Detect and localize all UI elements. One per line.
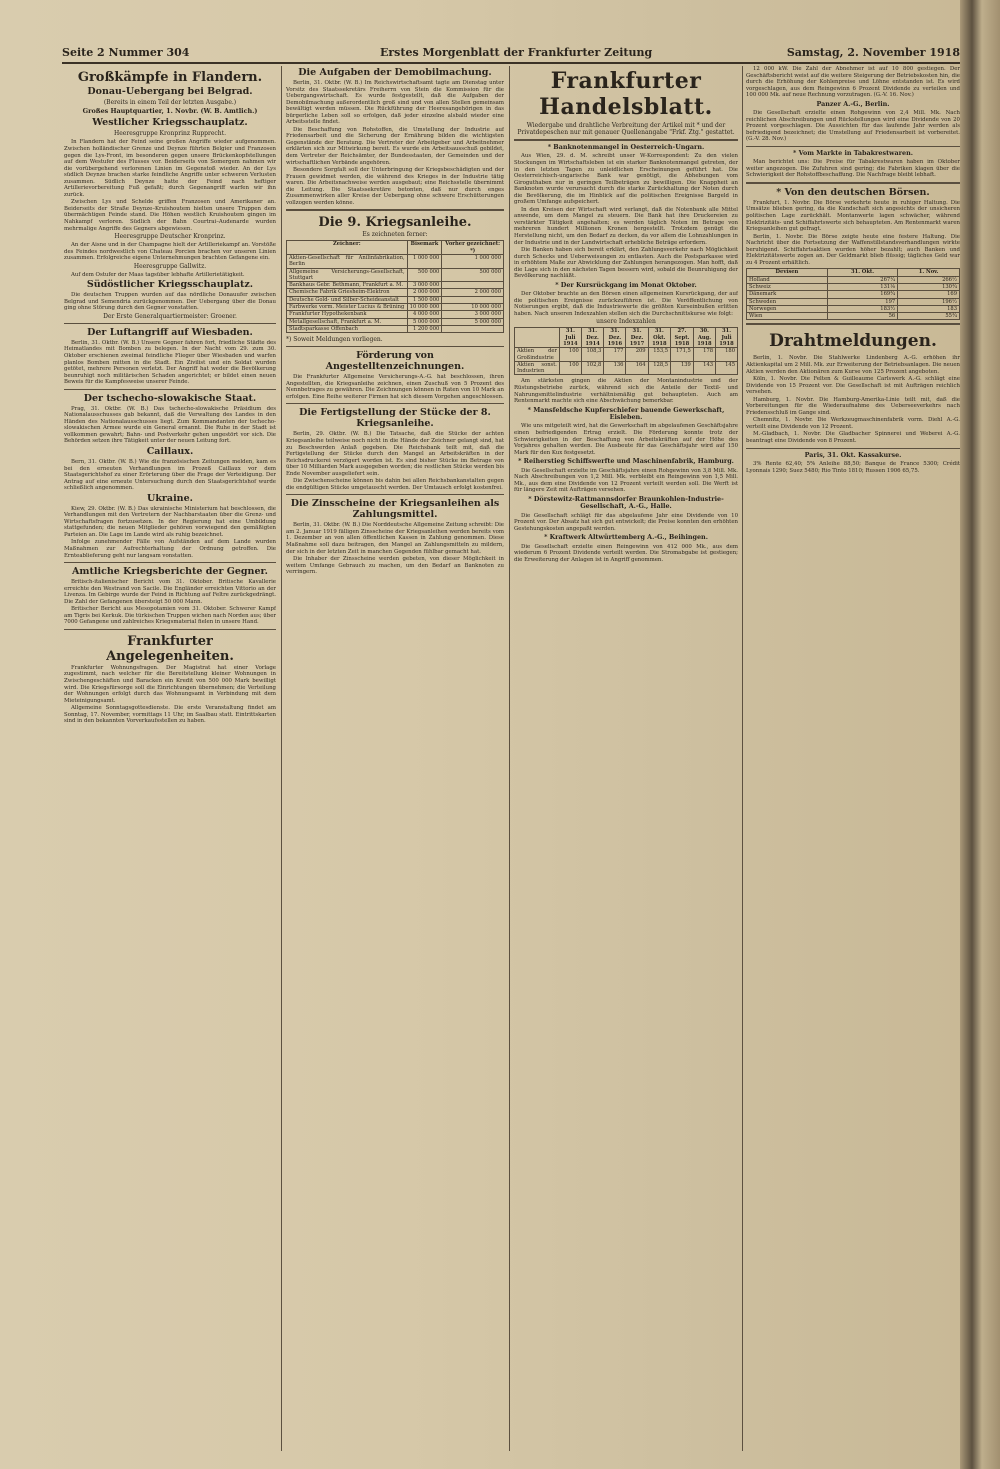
paragraph: Bern, 31. Oktbr. (W. B.) Wie die französischen Zeitungen melden, kam es bei den erneuten Verhandlungen im Prozeß Caillaux vor dem Staatsgerichtshof zu einer Erörterung über die Frage der Verteidigung. Der Antrag auf eine erneute Untersuchung durch den Staatsgerichtshof wurde schließlich angenommen. — [64, 459, 276, 492]
paragraph: Die Gesellschaft erzielte einen Reingewinn von 412 000 Mk., aus dem wiederum 6 Prozent Dividende verteilt werden. Die Stromabgabe ist gestiegen; die Erweiterung der Anlagen ist in Angriff genommen. — [514, 543, 738, 563]
table-cell: 500 000 — [407, 268, 442, 282]
index-table-title: unsere Indexzahlen — [596, 318, 656, 326]
paragraph: Berlin, 1. Novbr. Die Stahlwerke Lindenberg A.-G. erhöhen ihr Aktienkapital um 2 Mill. Mk. zur Erweiterung der Betriebsanlagen. Die neuen Aktien werden den Aktionären zum Kurse von 125 Prozent angeboten. — [746, 355, 960, 375]
headline-banknoten: * Banknotenmangel in Oesterreich-Ungarn. — [547, 143, 705, 151]
table-cell: 169 — [898, 291, 960, 298]
table-cell: 136 — [604, 361, 626, 375]
table-cell: 2 000 000 — [442, 289, 504, 296]
section-rule — [64, 562, 276, 563]
paragraph: Prag, 31. Oktbr. (W. B.) Das tschecho-slowakische Präsidium des Nationalausschusses gab bekannt, daß die Verwaltung des Landes in den Händen des Nationalausschusses liegt. Zum Kommandanten der tschecho-slowakischen Armee wurde ein General ernannt. Die Ruhe in der Stadt ist vollkommen gewahrt; Bahn- und Postverkehr gehen ungestört vor sich. Die Behörden setzen ihre Tätigkeit unter der neuen Leitung fort. — [64, 405, 276, 445]
table-header: 31. Juli 1918 — [716, 328, 738, 348]
table-cell: Wien — [747, 313, 828, 320]
note-wiederholt: (Bereits in einem Teil der letzten Ausgabe.) — [103, 99, 237, 106]
paragraph: Die Zwischenscheine können bis dahin bei allen Reichsbankanstalten gegen die endgültigen Stücke umgetauscht werden. Der Umtausch erfolgt kostenfrei. — [286, 478, 504, 491]
column-divider — [281, 66, 282, 1451]
table-cell: 153,5 — [648, 348, 670, 362]
paragraph: In den Kreisen der Wirtschaft wird verlangt, daß die Notenbank alle Mittel anwende, um dem Mangel zu steuern. Die Bank hat ihre Druckereien zu verstärkter Tätigkeit angehalten; es werden täglich Noten im Betrage von mehreren hundert Millionen Kronen hergestellt. Trotzdem genügt die Herstellung nicht, um den Bedarf zu decken, da vor allem die Lohnzahlungen in der Industrie und in der Landwirtschaft erhebliche Beträge erfordern. — [514, 206, 738, 246]
table-cell: 178 — [693, 348, 715, 362]
headline-demobil: Die Aufgaben der Demobilmachung. — [298, 67, 492, 78]
table-cell: 196½ — [898, 298, 960, 305]
table-row — [287, 282, 504, 289]
table-cell: 197 — [827, 298, 897, 305]
dateline-hq: Großes Hauptquartier, 1. Novbr. (W. B. Amtlich.) — [82, 107, 258, 115]
section-title-handelsblatt: Frankfurter Handelsblatt. — [539, 68, 713, 120]
paragraph: Die Gesellschaft erzielte einen Rohgewinn von 2,4 Mill. Mk. Nach reichlichen Abschreibungen und Rückstellungen wird eine Dividende von 20 Prozent vorgeschlagen. Die Aussichten für das laufende Jahr werden als befriedigend bezeichnet; die Umstellung auf Friedensarbeit ist vorbereitet. (G.-V. 28. Nov.) — [746, 110, 960, 143]
headline-zinsscheine: Die Zinsscheine der Kriegsanleihen als Zahlungsmittel. — [290, 498, 500, 521]
table-cell: 130¾ — [898, 283, 960, 290]
section-rule — [746, 146, 960, 147]
table-cell: Allgemeine Versicherungs-Gesellschaft, Stuttgart — [287, 268, 408, 282]
table-cell: 100 — [559, 361, 581, 375]
table-cell: 1 000 000 — [407, 254, 442, 268]
subscription-table — [286, 240, 504, 333]
headline-tschecho: Der tschecho-slowakische Staat. — [83, 392, 257, 404]
table-cell: Chemische Fabrik Griesheim-Elektron — [287, 289, 408, 296]
table-cell: Schweiz — [747, 283, 828, 290]
table-cell: 209 — [626, 348, 648, 362]
table-row — [287, 318, 504, 325]
headline-paris: Paris, 31. Okt. Kassakurse. — [804, 450, 902, 459]
note-nachdruck: Wiedergabe und drahtliche Verbreitung der Artikel mit * und der Privatdepeschen nur mit genauer Quellenangabe "Frkf. Ztg." gestattet. — [517, 122, 735, 136]
table-cell: 145 — [716, 361, 738, 375]
table-row — [515, 361, 738, 375]
headline-donau: Donau-Uebergang bei Belgrad. — [87, 86, 253, 97]
paragraph: 12 000 kW. Die Zahl der Abnehmer ist auf 10 800 gestiegen. Der Geschäftsbericht weist auf die weitere Steigerung der Betriebskosten hin, die durch die Erhöhung der Kohlenpreise und Löhne entstanden ist. Es wird vorgeschlagen, aus dem Reingewinn 6 Prozent Dividende zu verteilen und 100 000 Mk. auf neue Rechnung vorzutragen. (G.-V. 16. Nov.) — [746, 66, 960, 99]
paragraph: Chemnitz, 1. Novbr. Die Werkzeugmaschinenfabrik vorm. Diehl A.-G. verteilt eine Dividende von 12 Prozent. — [746, 417, 960, 430]
devisen-table — [746, 268, 960, 320]
table-cell: Deutsche Gold- und Silber-Scheideanstalt — [287, 296, 408, 303]
paragraph: Frankfurt, 1. Novbr. Die Börse verkehrte heute in ruhiger Haltung. Die Umsätze blieben gering, da die Kundschaft sich angesichts der unsicheren politischen Lage zurückhält. Montanwerte lagen schwächer, während Elektrizitäts- und Schiffahrtswerte sich behaupteten. Am Rentenmarkt waren Kriegsanleihen gut gefragt. — [746, 199, 960, 233]
table-cell: 180 — [716, 348, 738, 362]
column-divider — [509, 66, 510, 1451]
table-header: 27. Sept. 1918 — [671, 328, 694, 348]
masthead: Erstes Morgenblatt der Frankfurter Zeitung — [380, 46, 653, 59]
table-header: 31. Dez. 1914 — [581, 328, 604, 348]
table-header: 31. Dez. 1916 — [604, 328, 626, 348]
column-1 — [64, 66, 276, 1451]
table-footnote: *) Soweit Meldungen vorliegen. — [286, 336, 383, 344]
headline-tabak: * Vom Markte in Tabakrestwaren. — [793, 148, 913, 157]
table-row — [747, 305, 960, 312]
paragraph: Wie uns mitgeteilt wird, hat die Gewerkschaft im abgelaufenen Geschäftsjahre einen befriedigenden Ertrag erzielt. Die Förderung konnte trotz der Schwierigkeiten in der Beschaffung von Arbeitskräften auf der Höhe des Vorjahres gehalten werden. Die Ausbeute für das Geschäftsjahr wird auf 150 Mark für den Kux festgesetzt. — [514, 423, 738, 456]
section-rule — [746, 182, 960, 184]
table-cell — [442, 282, 504, 289]
section-rule — [64, 323, 276, 324]
paragraph: 3% Rente 62,40; 5% Anleihe 88,50; Banque de France 5300; Crédit Lyonnais 1290; Suez 5480; Rio Tinto 1810; Russen 1906 65,75. — [746, 460, 960, 474]
paragraph: Kiew, 29. Oktbr. (W. B.) Das ukrainische Ministerium hat beschlossen, die Verhandlungen mit den Vertretern der Nachbarstaaten über die Grenz- und Wirtschaftsfragen fortzusetzen. In der Regierung hat eine Umbildung stattgefunden; die neuen Mitglieder gehören vorwiegend den gemäßigten Parteien an. Die Lage im Lande wird als ruhig bezeichnet. — [64, 505, 276, 538]
table-cell: 100 — [559, 348, 581, 362]
section-title-drahtmeldungen: Drahtmeldungen. — [769, 331, 937, 352]
paragraph: Allgemeine Sonntagsgottesdienste. Die erste Veranstaltung findet am Sonntag, 17. November, vormittags 11 Uhr, im Saalbau statt. Eintrittskarten sind in den bekannten Vorverkaufsstellen zu haben. — [64, 705, 276, 725]
table-cell: Aktien der Großindustrie — [515, 348, 560, 362]
paragraph: M.-Gladbach, 1. Novbr. Die Gladbacher Spinnerei und Weberei A.-G. beantragt eine Dividende von 8 Prozent. — [746, 431, 960, 445]
table-row — [287, 254, 504, 268]
table-row — [747, 313, 960, 320]
table-cell: 55¾ — [898, 313, 960, 320]
table-row — [287, 325, 504, 332]
table-header: 31. Okt. 1918 — [648, 328, 670, 348]
table-cell: 3 000 000 — [442, 311, 504, 318]
paragraph: Die Frankfurter Allgemeine Versicherungs-A.-G. hat beschlossen, ihren Angestellten, die Kriegsanleihe zeichnen, einen Zuschuß von 5 Prozent des Nennbetrages zu gewähren. Die Zeichnungen können in Raten von 10 Mark an erfolgen. Eine Reihe weiterer Firmen hat sich diesem Vorgehen angeschlossen. — [286, 374, 504, 400]
headline-caillaux: Caillaux. — [146, 446, 194, 457]
paragraph: Berlin, 31. Oktbr. (W. B.) Im Reichswirtschaftsamt tagte am Dienstag unter Vorsitz des Staatssekretärs Freiherrn von Stein die Kommission für die Uebergangswirtschaft. Es wurde festgestellt, daß die Aufgaben der Demobilmachung außerordentlich groß sind und von allen Stellen gemeinsam bewältigt werden müssen. Die Rückführung der Heeresangehörigen in das bürgerliche Leben soll so erfolgen, daß jeder einzelne alsbald wieder eine Arbeitsstelle findet. — [286, 80, 504, 126]
table-row — [287, 289, 504, 296]
headline-boersen: * Von den deutschen Börsen. — [776, 186, 930, 198]
table-cell: 164 — [626, 361, 648, 375]
column-3 — [514, 66, 738, 1451]
headline-ukraine: Ukraine. — [147, 492, 193, 504]
paragraph: Britischer Bericht aus Mesopotamien vom 31. Oktober. Schwerer Kampf am Tigris bei Kerkuk. Die türkischen Truppen wichen nach Norden aus; über 7000 Gefangene und zahlreiches Kriegsmaterial fielen in unsere Hand. — [64, 606, 276, 626]
subhead-rupprecht: Heeresgruppe Kronprinz Rupprecht. — [114, 130, 226, 138]
paragraph: Berlin, 29. Oktbr. (W. B.) Die Tatsache, daß die Stücke der achten Kriegsanleihe teilweise noch nicht in die Hände der Zeichner gelangt sind, hat zu Beschwerden Anlaß gegeben. Die Reichsbank teilt mit, daß die Fertigstellung der Stücke durch den Mangel an Arbeitskräften in der Reichsdruckerei verzögert worden ist. Es sind bisher Stücke im Betrage von über 10 Milliarden Mark ausgegeben worden; die restlichen Stücke werden bis Ende November ausgeliefert sein. — [286, 431, 504, 477]
headline-westlicher: Westlicher Kriegsschauplatz. — [92, 117, 248, 129]
headline-suedoestlicher: Südöstlicher Kriegsschauplatz. — [86, 279, 254, 291]
headline-doerstewitz: * Dörstewitz-Rattmannsdorfer Braunkohlen-Industrie-Gesellschaft, A.-G., Halle. — [528, 494, 724, 511]
table-cell: 10 000 000 — [407, 304, 442, 311]
section-rule — [514, 139, 738, 141]
paragraph: Am stärksten gingen die Aktien der Montanindustrie und der Rüstungsbetriebe zurück, während sich die Anteile der Textil- und Nahrungsmittelindustrie verhältnismäßig gut behaupteten. Auch am Rentenmarkt machte sich eine Abschwächung bemerkbar. — [514, 378, 738, 405]
table-cell: 267¼ — [827, 276, 897, 283]
table-cell: Holland — [747, 276, 828, 283]
table-row — [515, 348, 738, 362]
section-rule — [286, 403, 504, 404]
page-header — [62, 44, 960, 62]
table-header: Devisen — [747, 269, 828, 276]
paragraph: Berlin, 1. Novbr. Die Börse zeigte heute eine festere Haltung. Die Nachricht über die Fortsetzung der Waffenstillstandsverhandlungen wirkte beruhigend. Schiffahrtsaktien wurden höher bezahlt; auch Banken und Elektrizitätswerte zogen an. Der Geldmarkt blieb flüssig; tägliches Geld war zu 4 Prozent erhältlich. — [746, 233, 960, 266]
table-cell — [442, 325, 504, 332]
table-cell: 183 — [898, 305, 960, 312]
paragraph: Die Banken haben sich bereit erklärt, den Zahlungsverkehr nach Möglichkeit durch Schecks und Ueberweisungen zu entlasten. Auch die Postsparkasse wird in erhöhtem Maße zur Abwicklung der Zahlungen herangezogen. Man hofft, daß die Lage sich in den nächsten Tagen bessern wird, sobald die Beunruhigung der Bevölkerung nachläßt. — [514, 247, 738, 280]
page-edge-scan — [960, 0, 1000, 1469]
index-table — [514, 327, 738, 375]
table-cell: 171,5 — [671, 348, 694, 362]
issue-date: Samstag, 2. November 1918 — [786, 46, 960, 59]
table-row — [747, 291, 960, 298]
headline-kriegsanleihe: Die 9. Kriegsanleihe. — [318, 215, 472, 231]
table-row — [287, 304, 504, 311]
paragraph: Hamburg, 1. Novbr. Die Hamburg-Amerika-Linie teilt mit, daß die Vorbereitungen für die Wiederaufnahme des Ueberseeverkehrs nach Friedensschluß im Gange sind. — [746, 396, 960, 416]
table-cell: 2 000 000 — [407, 289, 442, 296]
table-header: Zeichner: — [287, 241, 408, 255]
paragraph: Köln, 1. Novbr. Die Felten & Guilleaume Carlswerk A.-G. schlägt eine Dividende von 15 Prozent vor. Die Gesellschaft ist mit Aufträgen reichlich versehen. — [746, 376, 960, 396]
table-header: Bisemark — [407, 241, 442, 255]
paragraph: Britisch-italienischer Bericht vom 31. Oktober. Britische Kavallerie erreichte den Westrand von Sacile. Die Engländer erreichten Vittorio an der Livenza. Im Gebirge wurde der Feind in Richtung auf Feltre zurückgedrängt. Die Zahl der Gefangenen übersteigt 50 000 Mann. — [64, 579, 276, 605]
signature-groener: Der Erste Generalquartiermeister: Groener. — [103, 312, 237, 320]
table-cell: 10 000 000 — [442, 304, 504, 311]
table-header: 1. Nov. — [898, 269, 960, 276]
paragraph: Infolge zunehmender Fälle von Aufständen auf dem Lande wurden Maßnahmen zur Aufrechterhaltung der Ordnung getroffen. Die Ernteablieferung geht nur langsam vonstatten. — [64, 539, 276, 559]
table-cell: 1 500 000 — [407, 296, 442, 303]
subhead-gallwitz: Heeresgruppe Gallwitz. — [133, 262, 207, 270]
paragraph: Die Gesellschaft erzielte im Geschäftsjahre einen Rohgewinn von 3,8 Mill. Mk. Nach Abschreibungen von 1,2 Mill. Mk. verbleibt ein Reingewinn von 1,5 Mill. Mk., aus dem eine Dividende von 12 Prozent verteilt werden soll. Die Werft ist für längere Zeit mit Aufträgen versehen. — [514, 467, 738, 494]
column-2 — [286, 66, 504, 1451]
table-cell: Metallgesellschaft, Frankfurt a. M. — [287, 318, 408, 325]
table-row — [287, 296, 504, 303]
headline-amtliche: Amtliche Kriegsberichte der Gegner. — [72, 566, 268, 578]
table-cell: 108,3 — [581, 348, 604, 362]
table-row — [747, 283, 960, 290]
section-rule — [746, 323, 960, 325]
headline-angelegenheiten: Frankfurter Angelegenheiten. — [106, 633, 234, 664]
paragraph: Aus Wien, 29. d. M. schreibt unser W-Korrespondent: Zu den vielen Stockungen im Wirtschaftsleben ist ein starker Banknotenmangel getreten, der in den letzten Tagen zu unleidlichen Erscheinungen geführt hat. Die Oesterreichisch-ungarische Bank war genötigt, die Abhebungen vom Giroguthaben nur in geringen Teilbeträgen zu bewilligen. Die Knappheit an Banknoten wurde verursacht durch die starke Zurückhaltung der Noten durch die Bevölkerung, die im Hinblick auf die politischen Ereignisse Bargeld in großem Umfange aufspeichert. — [514, 153, 738, 206]
paragraph: An der Aisne und in der Champagne hielt der Artilleriekampf an. Vorstöße des Feindes nordwestlich von Chateau Porcien brachen vor unseren Linien zusammen. Erfolgreiche eigene Unternehmungen brachten Gefangene ein. — [64, 242, 276, 262]
table-cell: Schweden — [747, 298, 828, 305]
section-rule — [64, 389, 276, 390]
table-cell: 1 200 000 — [407, 325, 442, 332]
table-cell: 131⅛ — [827, 283, 897, 290]
table-cell: 5 000 000 — [407, 318, 442, 325]
table-cell: Aktien-Gesellschaft für Anilinfabrikation, Berlin — [287, 254, 408, 268]
paragraph: Der Oktober brachte an den Börsen einen allgemeinen Kursrückgang, der auf die politischen Ereignisse zurückzuführen ist. Die Veröffentlichung von Notierungen ergibt, daß die Industriewerte die größten Kurseinbußen erlitten haben. Nach unseren Indexzahlen stellen sich die Durchschnittskurse wie folgt: — [514, 291, 738, 317]
table-cell: 139 — [671, 361, 694, 375]
table-cell: Aktien sonst. Industrien — [515, 361, 560, 375]
table-header: Vorher gezeichnet: *) — [442, 241, 504, 255]
header-rule — [62, 62, 960, 64]
table-cell: 266½ — [898, 276, 960, 283]
section-rule — [286, 494, 504, 495]
table-cell: Dänemark — [747, 291, 828, 298]
subhead-kronprinz: Heeresgruppe Deutscher Kronprinz. — [114, 233, 226, 241]
column-divider — [742, 66, 743, 1451]
table-cell: 1 000 000 — [442, 254, 504, 268]
headline-kursrueckgang: * Der Kursrückgang im Monat Oktober. — [555, 280, 697, 289]
table-cell: 56 — [827, 313, 897, 320]
table-row — [287, 311, 504, 318]
headline-foerderung: Förderung von Angestelltenzeichnungen. — [325, 350, 465, 373]
paragraph: Die Gesellschaft schlägt für das abgelaufene Jahr eine Dividende von 10 Prozent vor. Der Absatz hat sich gut entwickelt; die Preise konnten den erhöhten Gestehungskosten angepaßt werden. — [514, 512, 738, 532]
page-number: Seite 2 Nummer 304 — [62, 46, 190, 59]
table-cell: 143 — [693, 361, 715, 375]
headline-kraftwerk: * Kraftwerk Altwürttemberg A.-G., Beihingen. — [544, 533, 708, 542]
section-rule — [64, 629, 276, 630]
table-cell: 500 000 — [442, 268, 504, 282]
paragraph: Die deutschen Truppen wurden auf das nördliche Donauufer zwischen Belgrad und Semendria zurückgenommen. Der Uebergang über die Donau ging ohne Störung durch den Gegner vonstatten. — [64, 292, 276, 312]
table-cell: 4 000 000 — [407, 311, 442, 318]
table-cell: 128,5 — [648, 361, 670, 375]
table-header: 31. Juli 1914 — [559, 328, 581, 348]
table-cell: 177 — [604, 348, 626, 362]
paragraph: Die Beschaffung von Rohstoffen, die Umstellung der Industrie auf Friedensarbeit und die Sicherung der Ernährung bilden die wichtigsten Gegenstände der Beratung. Die Vertreter der Arbeitgeber und Arbeitnehmer erklärten sich zur Mitwirkung bereit. Es wurde ein Arbeitsausschuß gebildet, dem Vertreter der Reichsämter, der Bundesstaaten, der Gemeinden und der wirtschaftlichen Verbände angehören. — [286, 126, 504, 166]
table-cell: 169¾ — [827, 291, 897, 298]
paragraph: Zwischen Lys und Schelde griffen Franzosen und Amerikaner an. Beiderseits der Straße Deynze–Kruishoutem hielten unsere Truppen dem übermächtigen Feinde stand. Die Höhen westlich Kruishoutem gingen im Nahkampf verloren. Südlich der Bahn Courtrai–Audenarde wurden mehrmalige Angriffe des Gegners abgewiesen. — [64, 199, 276, 232]
table-cell: Stadtsparkasse Offenbach — [287, 325, 408, 332]
paragraph: Man berichtet uns: Die Preise für Tabakrestwaren haben im Oktober weiter angezogen. Die Zufuhren sind gering; die Fabriken klagen über die Schwierigkeit der Rohstoffbeschaffung. Die Nachfrage bleibt lebhaft. — [746, 159, 960, 179]
table-cell — [442, 296, 504, 303]
headline-panzer: Panzer A.-G., Berlin. — [816, 99, 890, 108]
paragraph: In Flandern hat der Feind seine großen Angriffe wieder aufgenommen. Zwischen holländischer Grenze und Deynze führten Belgier und Franzosen gegen die Lys-Front, im besonderen gegen unsere Brückenkopfstellungen auf dem Westufer des Flusses vor. Beiderseits von Somergem nahmen wir die vorübergehend verlorenen Linien im Gegenstoß wieder. An der Lys südlich Deynze brachen starke feindliche Angriffe unter schweren Verlusten zusammen. Südlich Deynze hatte der Feind nach heftiger Artillerievorbereitung Fuß gefaßt; durch Gegenangriff warfen wir ihn zurück. — [64, 139, 276, 198]
table-cell: 183½ — [827, 305, 897, 312]
section-rule — [286, 209, 504, 211]
table-header: 31. Okt. — [827, 269, 897, 276]
paragraph: Die Inhaber der Zinsscheine werden gebeten, von dieser Möglichkeit in weitem Umfange Gebrauch zu machen, um den Bedarf an Banknoten zu verringern. — [286, 556, 504, 576]
table-cell: 102,8 — [581, 361, 604, 375]
section-rule — [286, 346, 504, 347]
headline-kaempfe: Großkämpfe in Flandern. — [77, 70, 263, 85]
table-cell: 5 000 000 — [442, 318, 504, 325]
headline-luftangriff: Der Luftangriff auf Wiesbaden. — [87, 326, 253, 338]
paragraph: Frankfurter Wohnungsfragen. Der Magistrat hat einer Vorlage zugestimmt, nach welcher für die Bereitstellung kleiner Wohnungen in Zwischengeschäften und Baracken ein Kredit von 500 000 Mark bewilligt wird. Die Kriegsfürsorge soll die Einrichtungen übernehmen; die Verteilung der Wohnungen erfolgt durch das Wohnungsamt in Verbindung mit dem Mieteinigungsamt. — [64, 664, 276, 704]
paragraph: Besondere Sorgfalt soll der Unterbringung der Kriegsbeschädigten und der Frauen gewidmet werden, die während des Krieges in der Industrie tätig waren. Die Arbeitsnachweise werden ausgebaut; eine Reichsstelle übernimmt die Leitung. Die Staatssekretäre betonten, daß nur durch enges Zusammenwirken aller Kreise der Uebergang ohne schwere Erschütterungen vollzogen werden könne. — [286, 167, 504, 206]
table-row — [747, 276, 960, 283]
column-4 — [746, 66, 960, 1451]
table-row — [747, 298, 960, 305]
paragraph: Berlin, 31. Oktbr. (W. B.) Die Norddeutsche Allgemeine Zeitung schreibt: Die am 2. Januar 1919 fälligen Zinsscheine der Kriegsanleihen werden bereits vom 1. Dezember an von allen öffentlichen Kassen in Zahlung genommen. Diese Maßnahme soll dazu beitragen, den Mangel an Zahlungsmitteln zu mildern, der sich in der letzten Zeit in manchen Gegenden fühlbar gemacht hat. — [286, 522, 504, 555]
table-header — [515, 328, 560, 348]
headline-fertigstellung: Die Fertigstellung der Stücke der 8. Kriegsanleihe. — [299, 407, 491, 430]
subhead-gezeichnet: Es zeichneten ferner: — [362, 231, 428, 239]
table-header: 31. Dez. 1917 — [626, 328, 648, 348]
paragraph: Berlin, 31. Oktbr. (W. B.) Unsere Gegner fahren fort, friedliche Städte des Heimatlandes mit Bomben zu belegen. In der Nacht vom 29. zum 30. Oktober erschienen zweimal feindliche Flieger über Wiesbaden und warfen planlos Bomben mitten in die Stadt. Ein Zivilist und ein Soldat wurden getötet, mehrere Personen verletzt. Der Angriff hat weder die Bevölkerung beunruhigt noch militärischen Schaden angerichtet; er bildet einen neuen Beweis für die Kampfesweise unserer Feinde. — [64, 339, 276, 386]
paragraph: Auf dem Ostufer der Maas tagsüber lebhafte Artillerietätigkeit. — [71, 271, 245, 278]
table-row — [287, 268, 504, 282]
headline-kupferschiefer: * Mansfeldsche Kupferschiefer bauende Gewerkschaft, Eisleben. — [527, 405, 725, 422]
table-cell: Frankfurter Hypothekenbank — [287, 311, 408, 318]
table-cell: Bankhaus Gebr. Bethmann, Frankfurt a. M. — [287, 282, 408, 289]
headline-reiherstieg: * Reiherstieg Schiffswerfte und Maschinenfabrik, Hamburg. — [518, 457, 734, 466]
table-cell: Norwegen — [747, 305, 828, 312]
table-cell: Farbwerke vorm. Meister Lucius & Brüning — [287, 304, 408, 311]
table-cell: 3 000 000 — [407, 282, 442, 289]
table-header: 30. Aug. 1918 — [693, 328, 715, 348]
section-rule — [746, 448, 960, 449]
